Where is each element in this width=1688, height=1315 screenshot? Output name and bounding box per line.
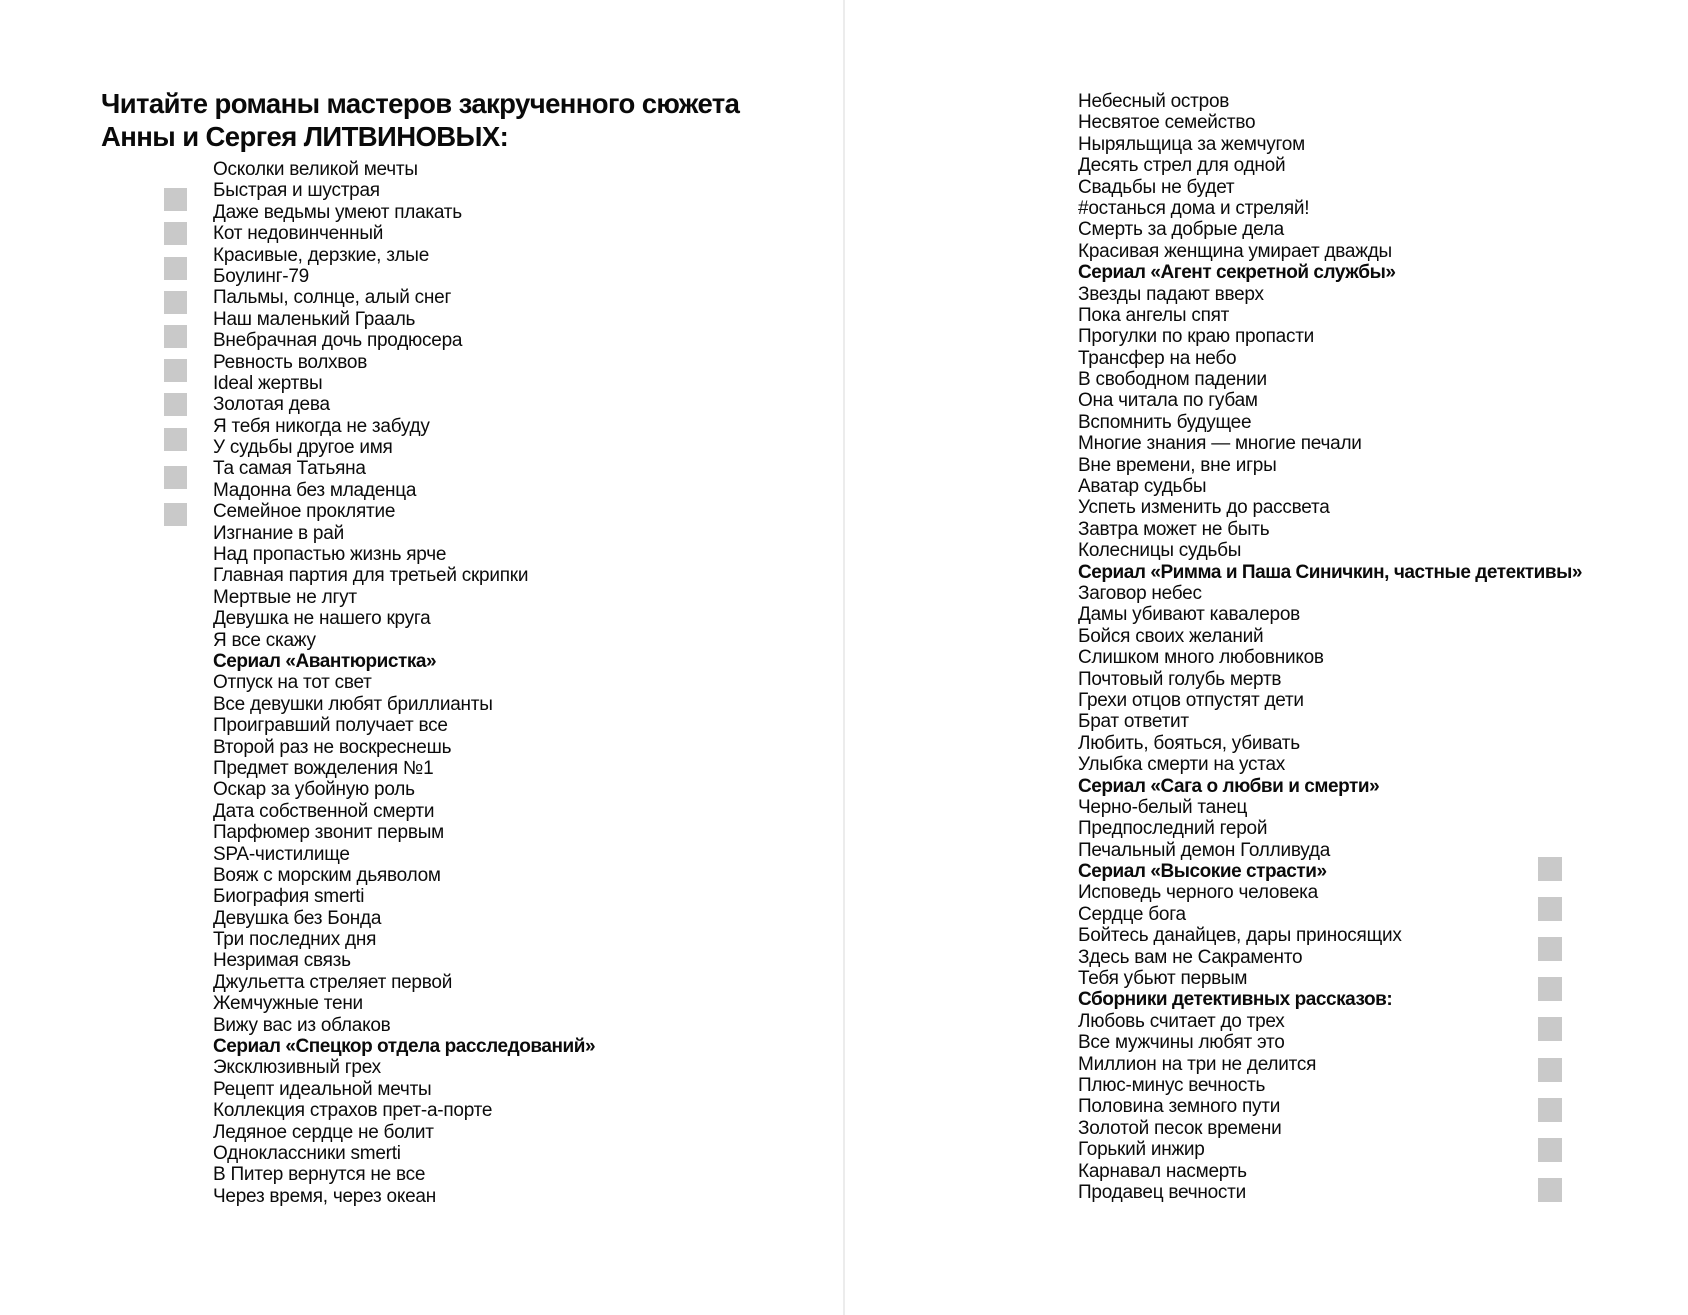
book-title: Даже ведьмы умеют плакать (213, 201, 462, 223)
bleed-square (164, 291, 187, 314)
bleed-square (164, 257, 187, 280)
book-title: #останься дома и стреляй! (1078, 197, 1310, 219)
book-title: Золотая дева (213, 394, 330, 416)
bleed-square (1538, 857, 1562, 881)
bleed-square (164, 466, 187, 489)
book-title: Пальмы, солнце, алый снег (213, 287, 452, 309)
book-title: Брат ответит (1078, 711, 1189, 733)
book-title: Жемчужные тени (213, 993, 363, 1015)
page-gutter-divider (843, 0, 845, 1315)
bleed-square (1538, 1098, 1562, 1122)
book-title: Наш маленький Грааль (213, 308, 416, 330)
book-title: Эксклюзивный грех (213, 1057, 381, 1079)
book-title: Я тебя никогда не забуду (213, 415, 430, 437)
book-title: Незримая связь (213, 950, 351, 972)
book-title: Миллион на три не делится (1078, 1053, 1317, 1075)
bleed-square (1538, 977, 1562, 1001)
book-title: Вояж с морским дьяволом (213, 864, 441, 886)
bleed-square (1538, 1017, 1562, 1041)
book-title: Вспомнить будущее (1078, 411, 1252, 433)
book-title: Мадонна без младенца (213, 479, 417, 501)
book-title: Мертвые не лгут (213, 586, 357, 608)
bleed-square (1538, 1178, 1562, 1202)
book-title: Внебрачная дочь продюсера (213, 330, 463, 352)
book-title: Осколки великой мечты (213, 159, 418, 180)
book-title: Печальный демон Голливуда (1078, 839, 1331, 861)
bleed-square (164, 188, 187, 211)
book-title: Главная партия для третьей скрипки (213, 565, 529, 587)
book-title: Вижу вас из облаков (213, 1014, 391, 1036)
book-title: Дата собственной смерти (213, 800, 435, 822)
book-title: В свободном падении (1078, 369, 1267, 391)
book-title: Бойся своих желаний (1078, 625, 1264, 647)
book-title: Почтовый голубь мертв (1078, 668, 1282, 690)
page-title-line-2: Анны и Сергея ЛИТВИНОВЫХ: (101, 121, 509, 152)
book-title: Семейное проклятие (213, 501, 396, 523)
book-title: Исповедь черного человека (1078, 882, 1318, 904)
book-title: Золотой песок времени (1078, 1117, 1282, 1139)
book-title: Улыбка смерти на устах (1078, 754, 1286, 776)
book-title: Кот недовинченный (213, 223, 384, 245)
page-title-line-1: Читайте романы мастеров закрученного сюжета (101, 88, 740, 119)
book-title: Пока ангелы спят (1078, 304, 1230, 326)
book-title: Быстрая и шустрая (213, 180, 380, 202)
book-title: Продавец вечности (1078, 1181, 1246, 1203)
bleed-square (164, 325, 187, 348)
book-title: Боулинг-79 (213, 265, 309, 287)
bleed-square (1538, 1058, 1562, 1082)
book-title: Свадьбы не будет (1078, 176, 1235, 198)
book-title: Несвятое семейство (1078, 112, 1256, 134)
book-title: Ледяное сердце не болит (213, 1121, 434, 1143)
book-title: Через время, через океан (213, 1185, 436, 1207)
book-title: Одноклассники smerti (213, 1142, 401, 1164)
book-title: Над пропастью жизнь ярче (213, 544, 447, 566)
book-title: Прогулки по краю пропасти (1078, 326, 1315, 348)
book-title: Грехи отцов отпустят дети (1078, 689, 1304, 711)
book-title: Смерть за добрые дела (1078, 219, 1284, 241)
book-title: Черно-белый танец (1078, 796, 1248, 818)
book-title: Все девушки любят бриллианты (213, 693, 493, 715)
book-title: Ревность волхвов (213, 351, 368, 373)
book-title: Любовь считает до трех (1078, 1010, 1285, 1032)
book-title: Я все скажу (213, 629, 316, 651)
book-title: Вне времени, вне игры (1078, 454, 1277, 476)
series-heading: Сериал «Спецкор отдела расследований» (213, 1036, 596, 1058)
book-title: Отпуск на тот свет (213, 672, 372, 694)
book-title: Она читала по губам (1078, 390, 1258, 412)
book-title: Коллекция страхов прет-а-порте (213, 1100, 493, 1122)
book-title: Многие знания — многие печали (1078, 433, 1362, 455)
book-title: Дамы убивают кавалеров (1078, 604, 1301, 626)
book-title: Девушка не нашего круга (213, 608, 431, 630)
series-heading: Сериал «Авантюристка» (213, 650, 437, 672)
book-title: Звезды падают вверх (1078, 283, 1264, 305)
book-title: В Питер вернутся не все (213, 1164, 426, 1186)
book-title: Ideal жертвы (213, 372, 323, 394)
series-heading: Сборники детективных рассказов: (1078, 989, 1393, 1011)
book-title: SPA-чистилище (213, 843, 350, 865)
book-title: Сердце бога (1078, 903, 1186, 925)
book-title: Предмет вожделения №1 (213, 757, 434, 779)
book-title: Изгнание в рай (213, 522, 344, 544)
book-title: Заговор небес (1078, 582, 1202, 604)
book-title: Джульетта стреляет первой (213, 971, 453, 993)
book-title: Слишком много любовников (1078, 647, 1324, 669)
bleed-square (1538, 897, 1562, 921)
bleed-square (1538, 1138, 1562, 1162)
left-page-book-list (213, 159, 595, 1207)
book-title: Биография smerti (213, 886, 365, 908)
book-title: Карнавал насмерть (1078, 1160, 1247, 1182)
bleed-square (164, 393, 187, 416)
book-title: Та самая Татьяна (213, 458, 366, 480)
bleed-square (164, 428, 187, 451)
bleed-square (164, 222, 187, 245)
bleed-square (1538, 937, 1562, 961)
book-title: Здесь вам не Сакраменто (1078, 946, 1303, 968)
series-heading: Сериал «Сага о любви и смерти» (1078, 775, 1380, 797)
book-title: Успеть изменить до рассвета (1078, 497, 1330, 519)
series-heading: Сериал «Агент секретной службы» (1078, 262, 1396, 284)
book-title: Колесницы судьбы (1078, 540, 1242, 562)
series-heading: Сериал «Римма и Паша Синичкин, частные детективы» (1078, 561, 1582, 583)
book-title: Второй раз не воскреснешь (213, 736, 452, 758)
book-title: Тебя убьют первым (1078, 968, 1248, 990)
bleed-square (164, 503, 187, 526)
book-title: Оскар за убойную роль (213, 779, 415, 801)
book-title: У судьбы другое имя (213, 437, 393, 459)
book-title: Аватар судьбы (1078, 476, 1207, 498)
book-title: Завтра может не быть (1078, 518, 1270, 540)
book-title: Все мужчины любят это (1078, 1032, 1285, 1054)
book-title: Любить, бояться, убивать (1078, 732, 1300, 754)
book-title: Девушка без Бонда (213, 907, 382, 929)
book-title: Плюс-минус вечность (1078, 1074, 1266, 1096)
book-title: Три последних дня (213, 929, 377, 951)
book-title: Предпоследний герой (1078, 818, 1268, 840)
book-title: Десять стрел для одной (1078, 155, 1286, 177)
bleed-square (164, 359, 187, 382)
book-title: Красивая женщина умирает дважды (1078, 240, 1392, 262)
book-title: Рецепт идеальной мечты (213, 1078, 432, 1100)
book-title: Красивые, дерзкие, злые (213, 244, 430, 266)
series-heading: Сериал «Высокие страсти» (1078, 861, 1327, 883)
page-title (101, 87, 739, 153)
book-title: Проигравший получает все (213, 715, 448, 737)
book-title: Ныряльщица за жемчугом (1078, 133, 1305, 155)
right-page-book-list (1078, 91, 1582, 1203)
book-title: Парфюмер звонит первым (213, 822, 444, 844)
book-title: Небесный остров (1078, 91, 1230, 112)
book-title: Горький инжир (1078, 1139, 1205, 1161)
book-title: Трансфер на небо (1078, 347, 1237, 369)
book-title: Бойтесь данайцев, дары приносящих (1078, 925, 1402, 947)
book-title: Половина земного пути (1078, 1096, 1281, 1118)
